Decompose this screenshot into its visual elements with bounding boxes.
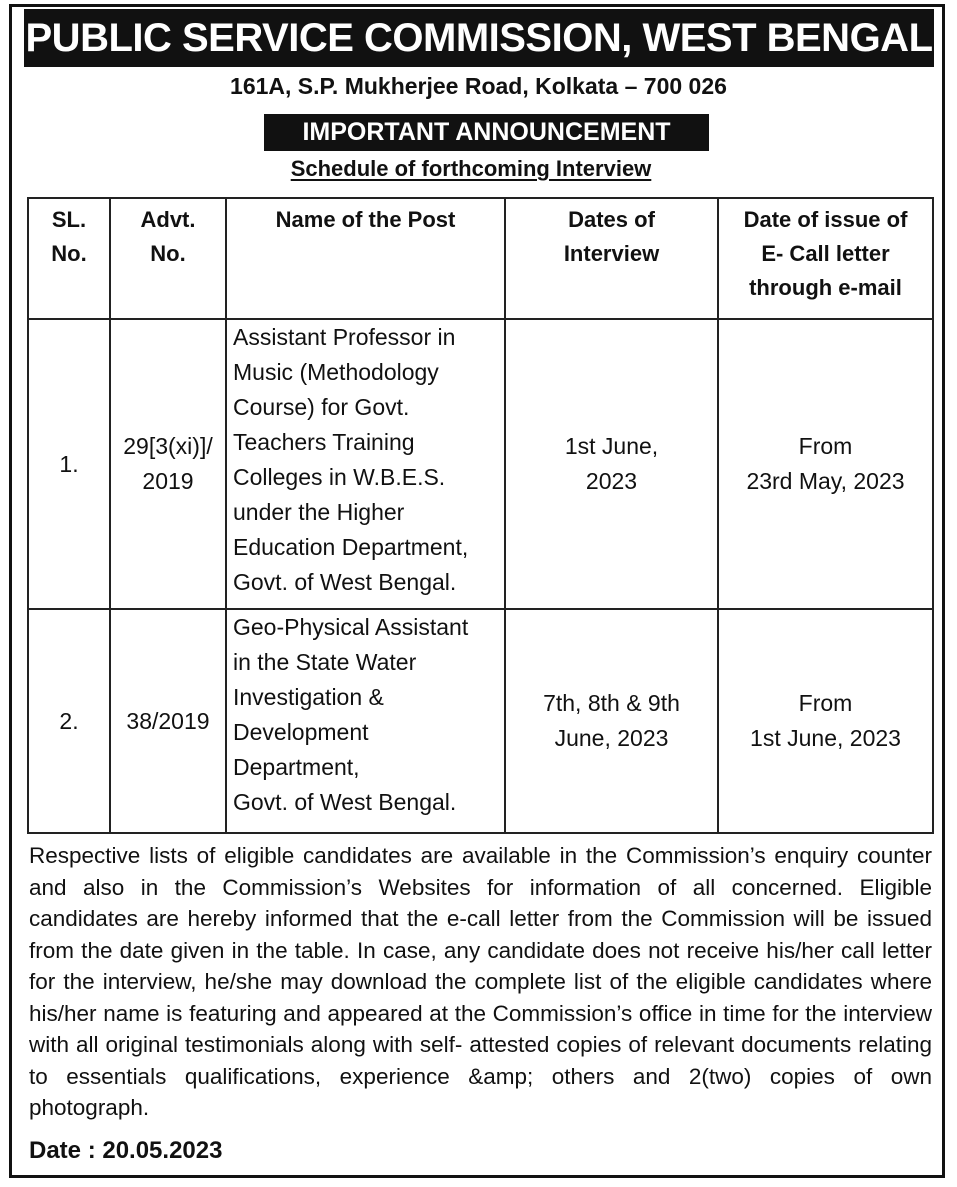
header-post-name bbox=[226, 198, 505, 319]
post-line: in the State Water bbox=[233, 649, 417, 675]
header-ecall-line: E- Call letter bbox=[761, 241, 890, 266]
ecall-line: 23rd May, 2023 bbox=[746, 468, 905, 494]
header-ecall-line: Date of issue of bbox=[743, 207, 908, 232]
post-line: Department, bbox=[233, 754, 360, 780]
interview-schedule-table bbox=[27, 197, 934, 834]
header-ecall-line: through e-mail bbox=[749, 275, 902, 300]
notice-date: Date : 20.05.2023 bbox=[29, 1137, 223, 1164]
interview-line: 1st June, bbox=[564, 433, 659, 459]
header-advt-line: Advt. bbox=[140, 207, 196, 232]
post-line: Investigation & bbox=[233, 684, 384, 710]
row-interview-dates bbox=[505, 609, 718, 833]
post-line: Assistant Professor in bbox=[233, 324, 456, 350]
post-line: Govt. of West Bengal. bbox=[233, 789, 457, 815]
advt-line: 29[3(xi)]/ bbox=[123, 433, 213, 459]
row-sl-no: 1. bbox=[28, 319, 110, 609]
post-line: Course) for Govt. bbox=[233, 394, 410, 420]
header-sl-line: SL. bbox=[51, 207, 87, 232]
schedule-subtitle bbox=[0, 156, 942, 182]
table-header-row bbox=[28, 198, 933, 319]
interview-line: June, 2023 bbox=[554, 725, 669, 751]
post-line: Music (Methodology bbox=[233, 359, 439, 385]
post-line: Development bbox=[233, 719, 369, 745]
ecall-line: 1st June, 2023 bbox=[750, 725, 901, 751]
advt-line: 38/2019 bbox=[126, 707, 210, 734]
row-post-name bbox=[226, 609, 505, 833]
interview-line: 2023 bbox=[585, 468, 638, 494]
row-ecall-date bbox=[718, 319, 933, 609]
row-interview-dates bbox=[505, 319, 718, 609]
commission-title: PUBLIC SERVICE COMMISSION, WEST BENGAL bbox=[24, 9, 934, 67]
notice-paragraph: Respective lists of eligible candidates are available in the Commission’s enquiry counter and also in the Commission’s Websites for information of all concerned. Eligible candidates are hereby informed that the e-call letter from the Commission will be issued from the date given in the table. In case, any candidate does not receive his/her call letter for the interview, he/she may download the complete list of the eligible candidates where his/her name is featuring and appeared at the Commission’s office in time for the interview with all original testimonials along with self- attested copies of relevant documents relating to essentials qualifications, experience &amp; others and 2(two) copies of own photograph. bbox=[29, 843, 932, 1120]
post-line: Colleges in W.B.E.S. bbox=[233, 464, 446, 490]
header-advt-line: No. bbox=[150, 241, 186, 266]
header-interview-dates bbox=[505, 198, 718, 319]
header-post-line: Name of the Post bbox=[275, 207, 456, 232]
schedule-subtitle-text: Schedule of forthcoming Interview bbox=[290, 156, 652, 181]
post-line: Govt. of West Bengal. bbox=[233, 569, 457, 595]
post-line: Geo-Physical Assistant bbox=[233, 614, 469, 640]
row-sl-no: 2. bbox=[28, 609, 110, 833]
row-advt-no bbox=[110, 319, 226, 609]
announcement-label: IMPORTANT ANNOUNCEMENT bbox=[264, 114, 709, 151]
header-sl-line: No. bbox=[51, 241, 87, 266]
row-advt-no bbox=[110, 609, 226, 833]
table-row bbox=[28, 609, 933, 833]
post-line: Teachers Training bbox=[233, 429, 415, 455]
post-line: Education Department, bbox=[233, 534, 469, 560]
table-row bbox=[28, 319, 933, 609]
row-post-name bbox=[226, 319, 505, 609]
row-ecall-date bbox=[718, 609, 933, 833]
post-line: under the Higher bbox=[233, 499, 405, 525]
commission-address: 161A, S.P. Mukherjee Road, Kolkata – 700 026 bbox=[230, 73, 727, 99]
header-advt-no bbox=[110, 198, 226, 319]
header-interview-line: Dates of bbox=[568, 207, 655, 232]
header-interview-line: Interview bbox=[563, 241, 660, 266]
header-sl-no bbox=[28, 198, 110, 319]
advt-line: 2019 bbox=[142, 468, 194, 494]
ecall-line: From bbox=[798, 690, 853, 716]
ecall-line: From bbox=[798, 433, 853, 459]
interview-line: 7th, 8th & 9th bbox=[543, 690, 680, 716]
header-ecall-date bbox=[718, 198, 933, 319]
